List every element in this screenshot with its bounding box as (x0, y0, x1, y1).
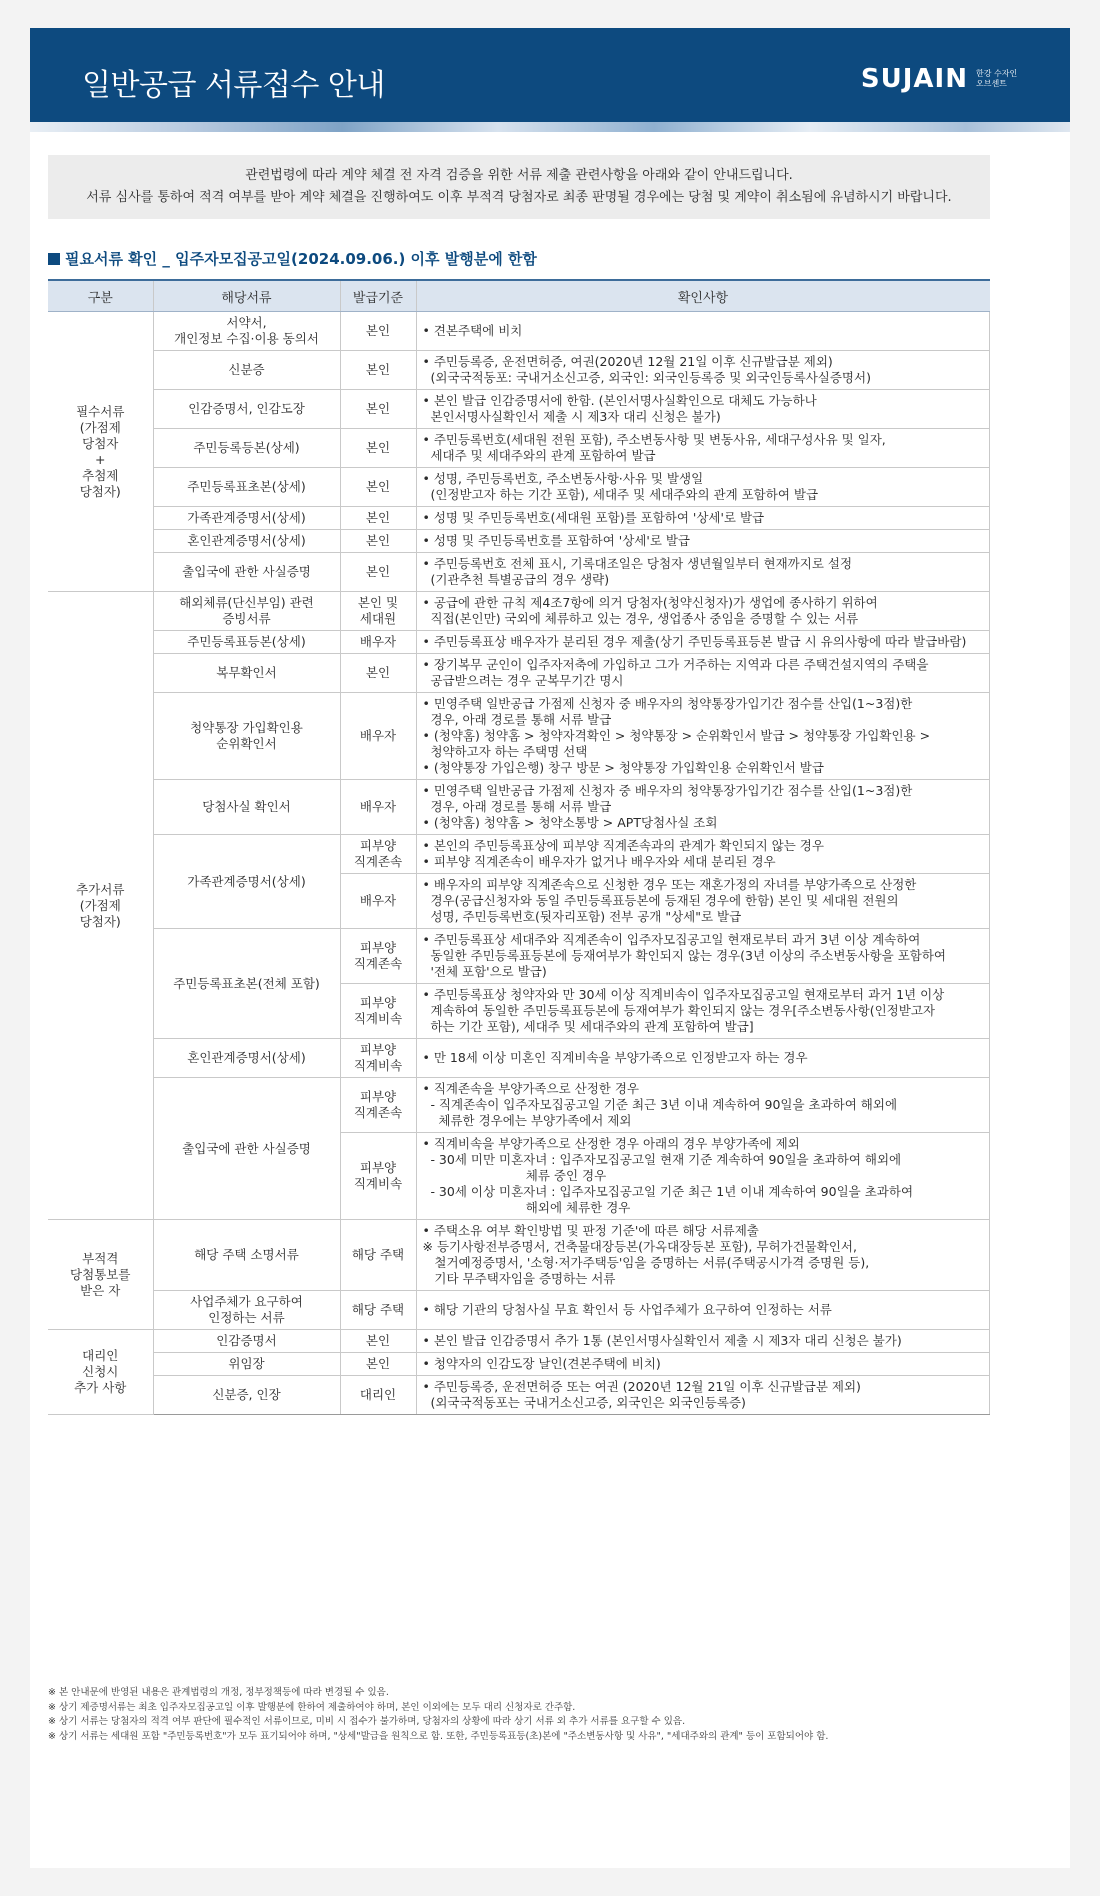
document-cell: 청약통장 가입확인용 순위확인서 (153, 693, 340, 780)
basis-cell: 본인 (340, 507, 416, 530)
document-cell: 혼인관계증명서(상세) (153, 1039, 340, 1078)
footnote: ※ 상기 서류는 당첨자의 적격 여부 판단에 필수적인 서류이므로, 미비 시 접수가 불가하며, 당첨자의 상황에 따라 상기 서류 외 추가 서류를 요구할 수 있음. (48, 1716, 686, 1727)
checkpoint-cell: • 공급에 관한 규칙 제4조7항에 의거 당첨자(청약신청자)가 생업에 종사하기 위하여 직접(본인만) 국외에 체류하고 있는 경우, 생업종사 중임을 증명할 수 있는 서류 (416, 592, 990, 631)
basis-cell: 배우자 (340, 693, 416, 780)
document-cell: 주민등록표등본(상세) (153, 631, 340, 654)
document-cell: 주민등록표초본(상세) (153, 468, 340, 507)
document-cell: 인감증명서 (153, 1330, 340, 1353)
basis-cell: 피부양 직계비속 (340, 1133, 416, 1220)
basis-cell: 피부양 직계존속 (340, 835, 416, 874)
checkpoint-cell: • 본인 발급 인감증명서 추가 1통 (본인서명사실확인서 제출 시 제3자 대리 신청은 불가) (416, 1330, 990, 1353)
brand-name: SUJAIN (860, 64, 968, 94)
intro-line-1: 관련법령에 따라 계약 체결 전 자격 검증을 위한 서류 제출 관련사항을 아래와 같이 안내드립니다. (245, 168, 793, 183)
checkpoint-cell: • 성명, 주민등록번호, 주소변동사항·사유 및 발생일 (인정받고자 하는 기간 포함), 세대주 및 세대주와의 관계 포함하여 발급 (416, 468, 990, 507)
document-cell: 혼인관계증명서(상세) (153, 530, 340, 553)
document-cell: 신분증, 인장 (153, 1376, 340, 1415)
footnote: ※ 본 안내문에 반영된 내용은 관계법령의 개정, 정부정책등에 따라 변경될 수 있음. (48, 1687, 389, 1698)
header-checkpoints: 확인사항 (416, 280, 990, 312)
table-header-row (48, 280, 990, 312)
basis-cell: 본인 (340, 468, 416, 507)
checkpoint-cell: • 성명 및 주민등록번호(세대원 포함)를 포함하여 '상세'로 발급 (416, 507, 990, 530)
basis-cell: 본인 (340, 351, 416, 390)
basis-cell: 피부양 직계존속 (340, 929, 416, 984)
basis-cell: 본인 (340, 654, 416, 693)
document-cell: 복무확인서 (153, 654, 340, 693)
section-title: 필요서류 확인 _ 입주자모집공고일(2024.09.06.) 이후 발행분에 한함 (48, 248, 537, 269)
documents-table (48, 279, 990, 1415)
table-row (48, 530, 990, 553)
table-row (48, 780, 990, 835)
document-cell: 해외체류(단신부임) 관련 증빙서류 (153, 592, 340, 631)
checkpoint-cell: • 주민등록증, 운전면허증 또는 여권 (2020년 12월 21일 이후 신규발급분 제외) (외국국적동포는 국내거소신고증, 외국인은 외국인등록증) (416, 1376, 990, 1415)
footnote: ※ 상기 서류는 세대원 포함 "주민등록번호"가 모두 표기되어야 하며, "상세"발급을 원칙으로 함. 또한, 주민등록표등(초)본에 "주소변동사항 및 사유", "세대주와의 관계" 등이 포함되어야 함. (48, 1730, 829, 1742)
table-row (48, 312, 990, 351)
document-cell: 인감증명서, 인감도장 (153, 390, 340, 429)
basis-cell: 대리인 (340, 1376, 416, 1415)
basis-cell: 피부양 직계비속 (340, 1039, 416, 1078)
document-cell: 출입국에 관한 사실증명 (153, 553, 340, 592)
basis-cell: 본인 (340, 390, 416, 429)
checkpoint-cell: • 민영주택 일반공급 가점제 신청자 중 배우자의 청약통장가입기간 점수를 산입(1~3점)한 경우, 아래 경로를 통해 서류 발급 • (청약홈) 청약홈 > 청약자격확인 > 청약통장 > 순위확인서 발급 > 청약통장 가입확인용 > 청약하고자 하는 주택명 선택 • (청약통장 가입은행) 창구 방문 > 청약통장 가입확인용 순위확인서 발급 (416, 693, 990, 780)
checkpoint-cell: • 청약자의 인감도장 날인(견본주택에 비치) (416, 1353, 990, 1376)
intro-line-2: 서류 심사를 통하여 적격 여부를 받아 계약 체결을 진행하여도 이후 부적격 당첨자로 최종 판명될 경우에는 당첨 및 계약이 취소됨에 유념하시기 바랍니다. (86, 190, 952, 205)
document-cell: 사업주체가 요구하여 인정하는 서류 (153, 1291, 340, 1330)
table-row (48, 390, 990, 429)
basis-cell: 본인 (340, 429, 416, 468)
brand-logo (861, 64, 1024, 94)
basis-cell: 본인 (340, 1330, 416, 1353)
checkpoint-cell: • 주민등록번호(세대원 전원 포함), 주소변동사항 및 변동사유, 세대구성사유 및 일자, 세대주 및 세대주와의 관계 포함하여 발급 (416, 429, 990, 468)
checkpoint-cell: • 성명 및 주민등록번호를 포함하여 '상세'로 발급 (416, 530, 990, 553)
basis-cell: 피부양 직계비속 (340, 984, 416, 1039)
checkpoint-cell: • 견본주택에 비치 (416, 312, 990, 351)
table-row (48, 1353, 990, 1376)
basis-cell: 해당 주택 (340, 1220, 416, 1291)
table-row (48, 1078, 990, 1133)
document-cell: 위임장 (153, 1353, 340, 1376)
square-bullet-icon (48, 253, 60, 265)
table-row (48, 631, 990, 654)
document-cell: 주민등록표초본(전체 포함) (153, 929, 340, 1039)
checkpoint-cell: • 직계존속을 부양가족으로 산정한 경우 - 직계존속이 입주자모집공고일 기준 최근 3년 이내 계속하여 90일을 초과하여 해외에 체류한 경우에는 부양가족에서 제외 (416, 1078, 990, 1133)
brand-subtitle: 한강 수자인 오브센트 (976, 69, 1018, 88)
table-row (48, 1220, 990, 1291)
basis-cell: 본인 (340, 312, 416, 351)
basis-cell: 배우자 (340, 874, 416, 929)
document-cell: 가족관계증명서(상세) (153, 507, 340, 530)
category-cell: 대리인 신청시 추가 사항 (48, 1330, 153, 1415)
category-cell: 필수서류 (가점제 당첨자 + 추첨제 당첨자) (48, 312, 153, 592)
checkpoint-cell: • 민영주택 일반공급 가점제 신청자 중 배우자의 청약통장가입기간 점수를 산입(1~3점)한 경우, 아래 경로를 통해 서류 발급 • (청약홈) 청약홈 > 청약소통방 > APT당첨사실 조회 (416, 780, 990, 835)
table-row (48, 654, 990, 693)
table-row (48, 835, 990, 874)
checkpoint-cell: • 주민등록표상 배우자가 분리된 경우 제출(상기 주민등록표등본 발급 시 유의사항에 따라 발급바람) (416, 631, 990, 654)
page-header (30, 28, 1070, 132)
checkpoint-cell: • 주민등록표상 세대주와 직계존속이 입주자모집공고일 현재로부터 과거 3년 이상 계속하여 동일한 주민등록표등본에 등재여부가 확인되지 않는 경우(3년 이상의 주소변동사항을 포함하여 '전체 포함'으로 발급) (416, 929, 990, 984)
intro-box (48, 155, 990, 219)
category-cell: 추가서류 (가점제 당첨자) (48, 592, 153, 1220)
document-cell: 서약서, 개인정보 수집·이용 동의서 (153, 312, 340, 351)
table-row (48, 929, 990, 984)
document-cell: 해당 주택 소명서류 (153, 1220, 340, 1291)
table-row (48, 1376, 990, 1415)
checkpoint-cell: • 본인 발급 인감증명서에 한함. (본인서명사실확인으로 대체도 가능하나 본인서명사실확인서 제출 시 제3자 대리 신청은 불가) (416, 390, 990, 429)
header-category: 구분 (48, 280, 153, 312)
checkpoint-cell: • 주민등록증, 운전면허증, 여권(2020년 12월 21일 이후 신규발급분 제외) (외국국적동포: 국내거소신고증, 외국인: 외국인등록증 및 외국인등록사실증명서) (416, 351, 990, 390)
document-cell: 당첨사실 확인서 (153, 780, 340, 835)
basis-cell: 본인 (340, 553, 416, 592)
page-title: 일반공급 서류접수 안내 (82, 68, 385, 103)
basis-cell: 본인 및 세대원 (340, 592, 416, 631)
basis-cell: 배우자 (340, 780, 416, 835)
basis-cell: 해당 주택 (340, 1291, 416, 1330)
footnote: ※ 상기 제증명서류는 최초 입주자모집공고일 이후 발행분에 한하여 제출하여야 하며, 본인 이외에는 모두 대리 신청자로 간주함. (48, 1701, 576, 1713)
document-cell: 신분증 (153, 351, 340, 390)
checkpoint-cell: • 배우자의 피부양 직계존속으로 신청한 경우 또는 재혼가정의 자녀를 부양가족으로 산정한 경우(공급신청자와 동일 주민등록표등본에 등재된 경우에 한함) 본인 및 세대원 전원의 성명, 주민등록번호(뒷자리포함) 전부 공개 "상세"로 발급 (416, 874, 990, 929)
table-row (48, 468, 990, 507)
header-decoration (30, 122, 1070, 132)
checkpoint-cell: • 주택소유 여부 확인방법 및 판정 기준'에 따른 해당 서류제출 ※ 등기사항전부증명서, 건축물대장등본(가옥대장등본 포함), 무허가건물확인서, 철거예정증명서, '소형·저가주택등'임을 증명하는 서류(주택공시가격 증명원 등), 기타 무주택자임을 증명하는 서류 (416, 1220, 990, 1291)
checkpoint-cell: • 해당 기관의 당첨사실 무효 확인서 등 사업주체가 요구하여 인정하는 서류 (416, 1291, 990, 1330)
table-row (48, 429, 990, 468)
document-cell: 가족관계증명서(상세) (153, 835, 340, 929)
checkpoint-cell: • 장기복무 군인이 입주자저축에 가입하고 그가 거주하는 지역과 다른 주택건설지역의 주택을 공급받으려는 경우 군복무기간 명시 (416, 654, 990, 693)
basis-cell: 배우자 (340, 631, 416, 654)
table-row (48, 507, 990, 530)
checkpoint-cell: • 직계비속을 부양가족으로 산정한 경우 아래의 경우 부양가족에 제외 - 30세 미만 미혼자녀 : 입주자모집공고일 현재 기준 계속하여 90일을 초과하여 해외에 체류 중인 경우 - 30세 이상 미혼자녀 : 입주자모집공고일 기준 최근 1년 이내 계속하여 90일을 초과하여 해외에 체류한 경우 (416, 1133, 990, 1220)
footnotes (48, 1686, 998, 1744)
header-basis: 발급기준 (340, 280, 416, 312)
category-cell: 부적격 당첨통보를 받은 자 (48, 1220, 153, 1330)
header-document: 해당서류 (153, 280, 340, 312)
checkpoint-cell: • 주민등록번호 전체 표시, 기록대조일은 당첨자 생년월일부터 현재까지로 설정 (기관추천 특별공급의 경우 생략) (416, 553, 990, 592)
table-row (48, 592, 990, 631)
table-row (48, 1039, 990, 1078)
checkpoint-cell: • 주민등록표상 청약자와 만 30세 이상 직계비속이 입주자모집공고일 현재로부터 과거 1년 이상 계속하여 동일한 주민등록표등본에 등재여부가 확인되지 않는 경우[주소변동사항(인정받고자 하는 기간 포함), 세대주 및 세대주와의 관계 포함하여 발급] (416, 984, 990, 1039)
table-row (48, 1330, 990, 1353)
checkpoint-cell: • 본인의 주민등록표상에 피부양 직계존속과의 관계가 확인되지 않는 경우 • 피부양 직계존속이 배우자가 없거나 배우자와 세대 분리된 경우 (416, 835, 990, 874)
table-row (48, 351, 990, 390)
table-row (48, 553, 990, 592)
basis-cell: 피부양 직계존속 (340, 1078, 416, 1133)
basis-cell: 본인 (340, 1353, 416, 1376)
checkpoint-cell: • 만 18세 이상 미혼인 직계비속을 부양가족으로 인정받고자 하는 경우 (416, 1039, 990, 1078)
document-cell: 출입국에 관한 사실증명 (153, 1078, 340, 1220)
table-row (48, 693, 990, 780)
table-row (48, 1291, 990, 1330)
basis-cell: 본인 (340, 530, 416, 553)
document-cell: 주민등록등본(상세) (153, 429, 340, 468)
